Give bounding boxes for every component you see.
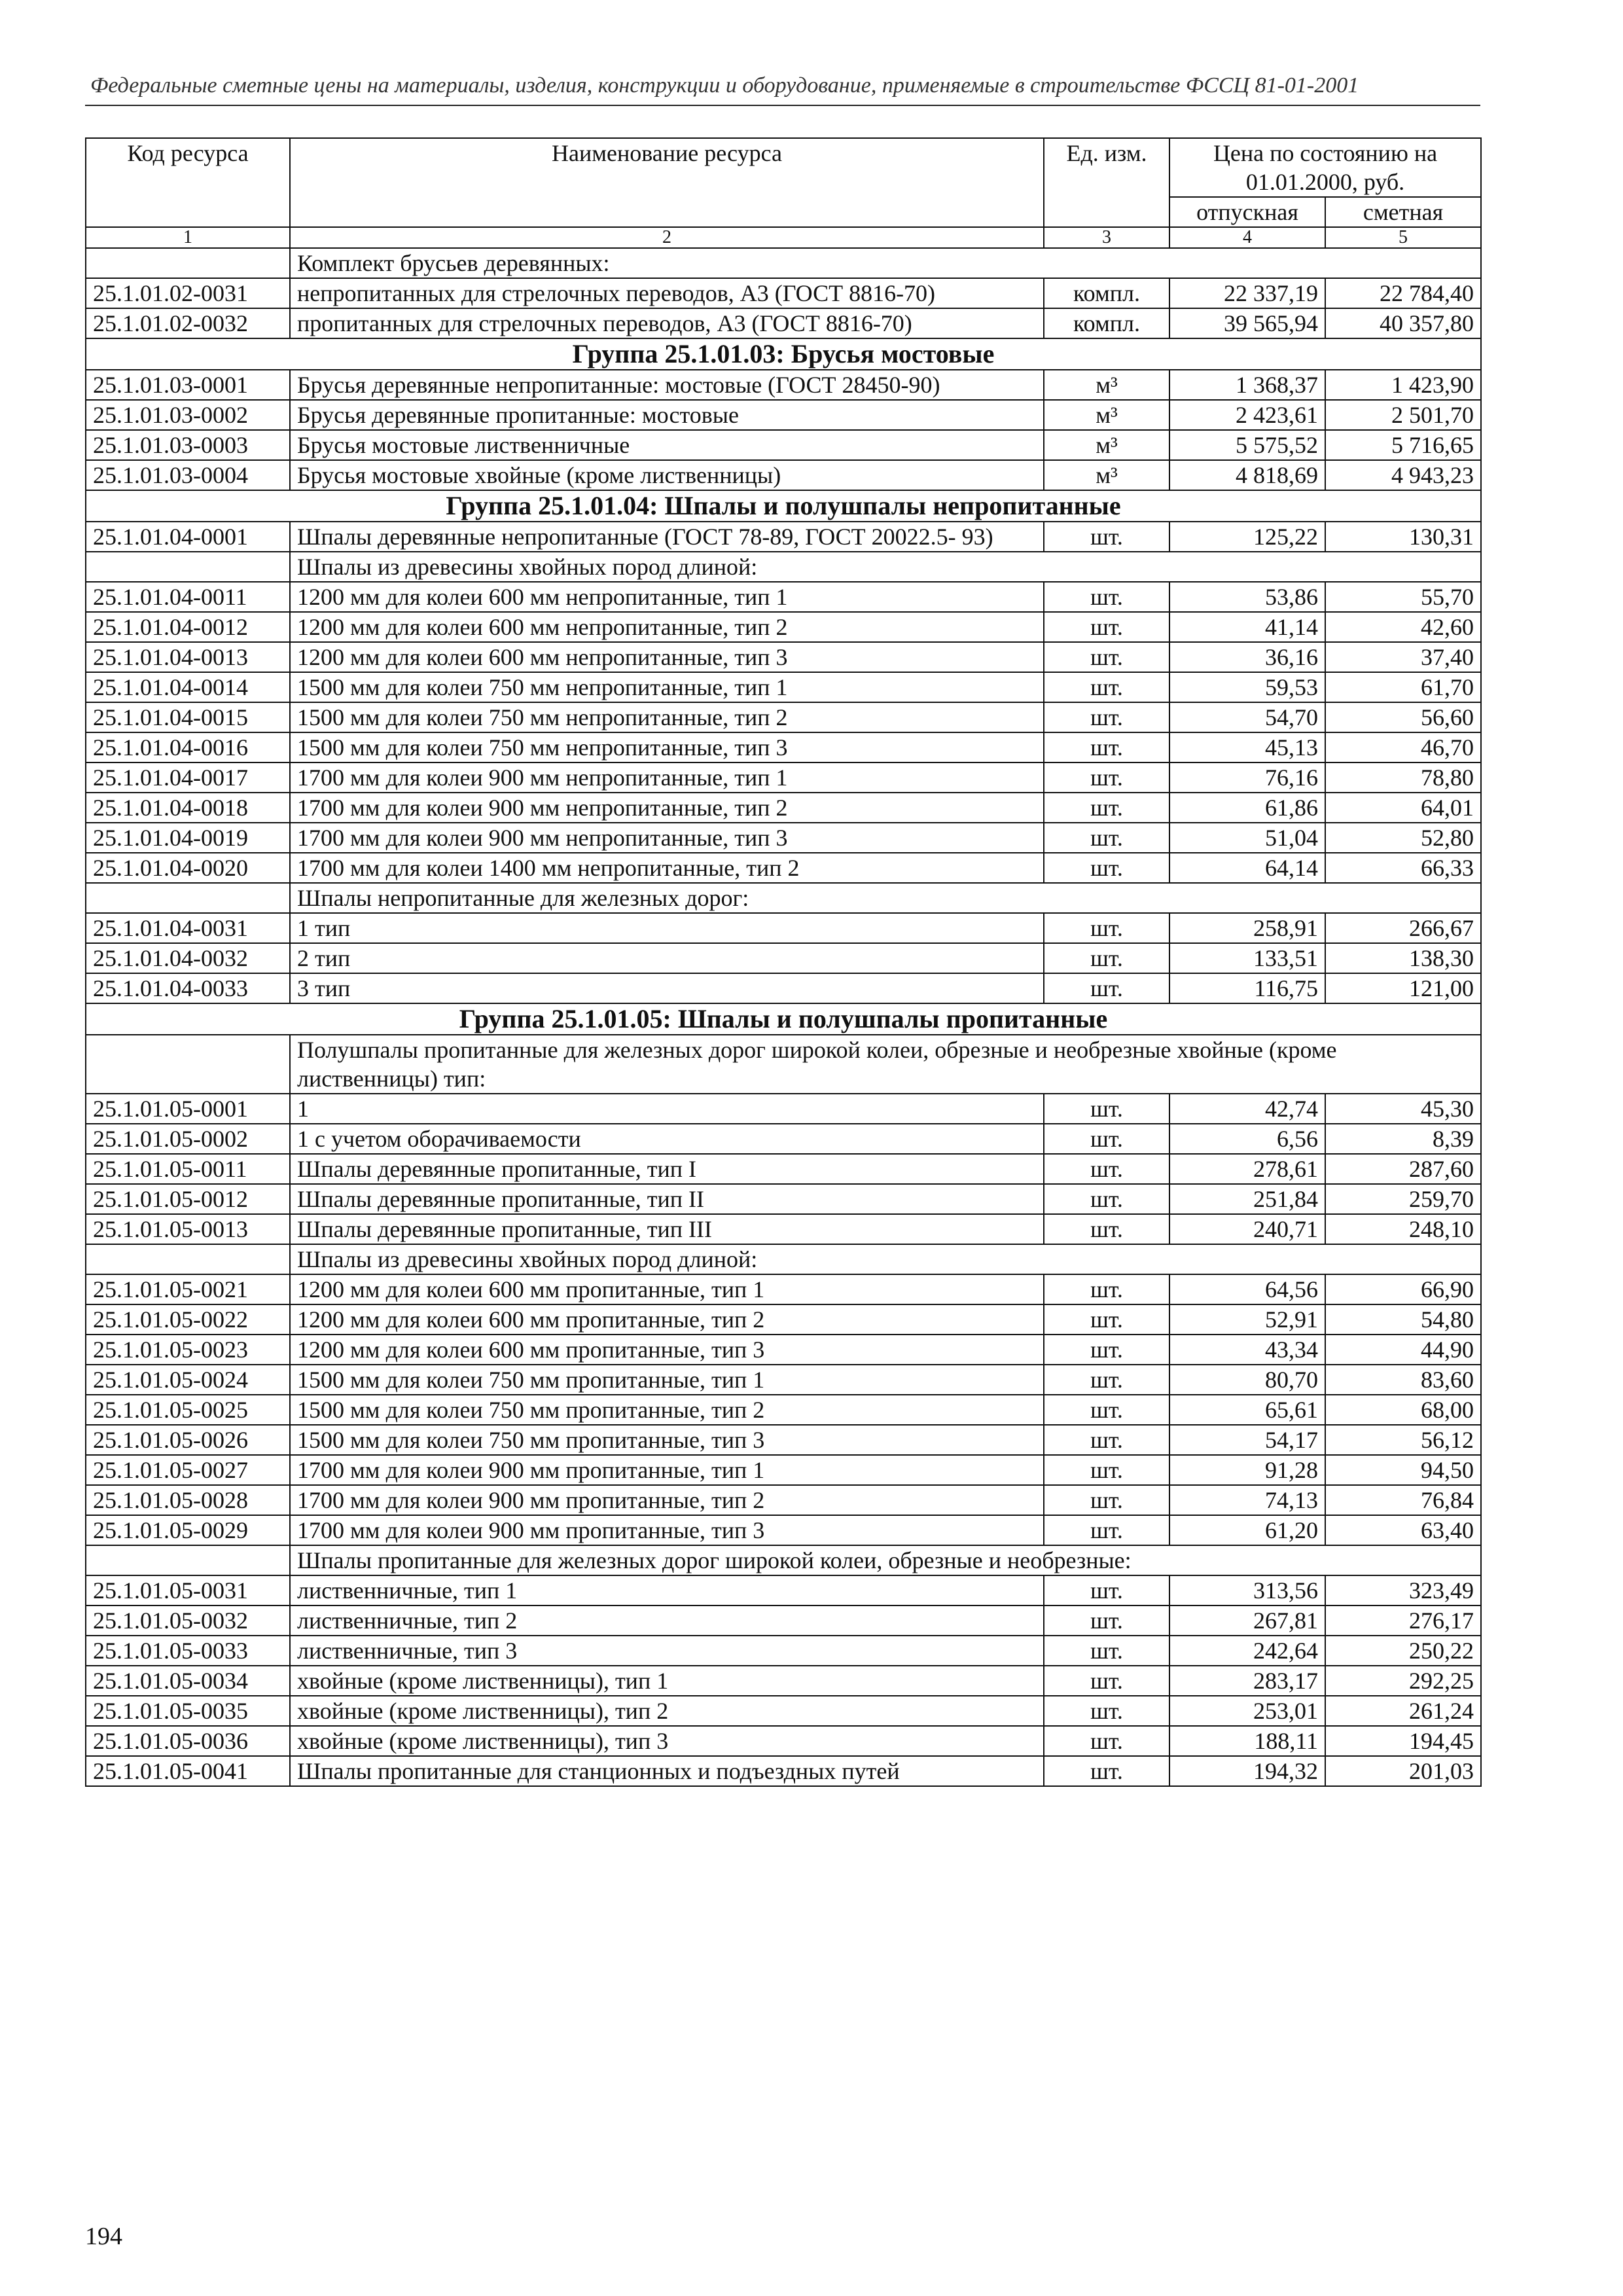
table-row (86, 672, 1481, 702)
estimate-price: 56,12 (1325, 1425, 1481, 1455)
table-row (86, 732, 1481, 762)
subheading: Шпалы из древесины хвойных пород длиной: (290, 1244, 1481, 1274)
resource-name: Брусья деревянные пропитанные: мостовые (290, 400, 1044, 430)
estimate-price: 2 501,70 (1325, 400, 1481, 430)
release-price: 59,53 (1169, 672, 1325, 702)
resource-name: 1700 мм для колеи 900 мм непропитанные, тип 3 (290, 823, 1044, 853)
estimate-price: 44,90 (1325, 1335, 1481, 1365)
release-price: 4 818,69 (1169, 460, 1325, 490)
unit: шт. (1044, 612, 1169, 642)
release-price: 6,56 (1169, 1124, 1325, 1154)
estimate-price: 66,90 (1325, 1274, 1481, 1304)
resource-code: 25.1.01.05-0024 (86, 1365, 290, 1395)
resource-name: 1500 мм для колеи 750 мм пропитанные, тип 1 (290, 1365, 1044, 1395)
resource-name: хвойные (кроме лиственницы), тип 3 (290, 1726, 1044, 1756)
release-price: 80,70 (1169, 1365, 1325, 1395)
release-price: 267,81 (1169, 1605, 1325, 1636)
resource-code: 25.1.01.05-0034 (86, 1666, 290, 1696)
resource-code: 25.1.01.05-0027 (86, 1455, 290, 1485)
table-row (86, 308, 1481, 338)
resource-code: 25.1.01.05-0031 (86, 1575, 290, 1605)
empty-code-cell (86, 1545, 290, 1575)
table-row (86, 1485, 1481, 1515)
estimate-price: 248,10 (1325, 1214, 1481, 1244)
table-row (86, 1395, 1481, 1425)
unit: м³ (1044, 460, 1169, 490)
release-price: 5 575,52 (1169, 430, 1325, 460)
estimate-price: 45,30 (1325, 1094, 1481, 1124)
table-row (86, 1124, 1481, 1154)
table-row (86, 1184, 1481, 1214)
table-row (86, 943, 1481, 973)
resource-code: 25.1.01.04-0016 (86, 732, 290, 762)
unit: компл. (1044, 278, 1169, 308)
resource-name: 1200 мм для колеи 600 мм непропитанные, тип 2 (290, 612, 1044, 642)
estimate-price: 323,49 (1325, 1575, 1481, 1605)
table-row (86, 1605, 1481, 1636)
resource-name: 2 тип (290, 943, 1044, 973)
resource-name: 1200 мм для колеи 600 мм пропитанные, тип 2 (290, 1304, 1044, 1335)
resource-code: 25.1.01.02-0031 (86, 278, 290, 308)
resource-code: 25.1.01.05-0036 (86, 1726, 290, 1756)
subheading: Полушпалы пропитанные для железных дорог широкой колеи, обрезные и необрезные хвойные (кроме лиственницы) тип: (290, 1035, 1481, 1094)
resource-name: 1200 мм для колеи 600 мм непропитанные, тип 3 (290, 642, 1044, 672)
release-price: 125,22 (1169, 522, 1325, 552)
table-row (86, 762, 1481, 793)
resource-code: 25.1.01.04-0011 (86, 582, 290, 612)
unit: шт. (1044, 1274, 1169, 1304)
resource-name: 1 тип (290, 913, 1044, 943)
table-row (86, 1696, 1481, 1726)
unit: шт. (1044, 732, 1169, 762)
resource-name: 3 тип (290, 973, 1044, 1003)
resource-name: Шпалы деревянные пропитанные, тип II (290, 1184, 1044, 1214)
table-row (86, 642, 1481, 672)
resource-name: 1200 мм для колеи 600 мм пропитанные, тип 3 (290, 1335, 1044, 1365)
resource-name: 1500 мм для колеи 750 мм непропитанные, тип 3 (290, 732, 1044, 762)
table-row (86, 702, 1481, 732)
unit: шт. (1044, 1756, 1169, 1786)
table-row (86, 913, 1481, 943)
estimate-price: 66,33 (1325, 853, 1481, 883)
estimate-price: 68,00 (1325, 1395, 1481, 1425)
release-price: 54,17 (1169, 1425, 1325, 1455)
estimate-price: 292,25 (1325, 1666, 1481, 1696)
estimate-price: 52,80 (1325, 823, 1481, 853)
column-number: 1 (86, 227, 290, 248)
estimate-price: 40 357,80 (1325, 308, 1481, 338)
unit: шт. (1044, 1485, 1169, 1515)
release-price: 1 368,37 (1169, 370, 1325, 400)
resource-code: 25.1.01.05-0025 (86, 1395, 290, 1425)
release-price: 133,51 (1169, 943, 1325, 973)
resource-code: 25.1.01.05-0032 (86, 1605, 290, 1636)
release-price: 52,91 (1169, 1304, 1325, 1335)
release-price: 116,75 (1169, 973, 1325, 1003)
header-rule (85, 105, 1480, 106)
empty-code-cell (86, 552, 290, 582)
group-heading-row (86, 338, 1481, 370)
unit: шт. (1044, 1335, 1169, 1365)
resource-code: 25.1.01.03-0003 (86, 430, 290, 460)
resource-name: Шпалы пропитанные для станционных и подъездных путей (290, 1756, 1044, 1786)
unit: шт. (1044, 1575, 1169, 1605)
unit: компл. (1044, 308, 1169, 338)
table-row (86, 278, 1481, 308)
resource-code: 25.1.01.05-0028 (86, 1485, 290, 1515)
release-price: 43,34 (1169, 1335, 1325, 1365)
unit: шт. (1044, 1304, 1169, 1335)
resource-code: 25.1.01.05-0023 (86, 1335, 290, 1365)
estimate-price: 259,70 (1325, 1184, 1481, 1214)
group-heading: Группа 25.1.01.05: Шпалы и полушпалы пропитанные (86, 1003, 1481, 1035)
resource-code: 25.1.01.05-0026 (86, 1425, 290, 1455)
release-price: 64,56 (1169, 1274, 1325, 1304)
table-row (86, 1455, 1481, 1485)
resource-name: 1 с учетом оборачиваемости (290, 1124, 1044, 1154)
resource-code: 25.1.01.04-0014 (86, 672, 290, 702)
resource-name: 1700 мм для колеи 900 мм пропитанные, тип 3 (290, 1515, 1044, 1545)
resource-name: лиственничные, тип 2 (290, 1605, 1044, 1636)
resource-name: Шпалы деревянные непропитанные (ГОСТ 78-89, ГОСТ 20022.5- 93) (290, 522, 1044, 552)
resource-name: 1200 мм для колеи 600 мм непропитанные, тип 1 (290, 582, 1044, 612)
resource-name: 1700 мм для колеи 900 мм непропитанные, тип 2 (290, 793, 1044, 823)
release-price: 188,11 (1169, 1726, 1325, 1756)
resource-code: 25.1.01.05-0022 (86, 1304, 290, 1335)
release-price: 61,20 (1169, 1515, 1325, 1545)
release-price: 42,74 (1169, 1094, 1325, 1124)
resource-name: 1500 мм для колеи 750 мм пропитанные, тип 2 (290, 1395, 1044, 1425)
resource-code: 25.1.01.05-0033 (86, 1636, 290, 1666)
unit: шт. (1044, 1605, 1169, 1636)
resource-name: Шпалы деревянные пропитанные, тип I (290, 1154, 1044, 1184)
table-row (86, 1756, 1481, 1786)
unit: шт. (1044, 943, 1169, 973)
subheading-row (86, 552, 1481, 582)
resource-name: пропитанных для стрелочных переводов, А3 (ГОСТ 8816-70) (290, 308, 1044, 338)
unit: м³ (1044, 430, 1169, 460)
estimate-price: 63,40 (1325, 1515, 1481, 1545)
table-row (86, 460, 1481, 490)
estimate-price: 130,31 (1325, 522, 1481, 552)
subheading: Шпалы из древесины хвойных пород длиной: (290, 552, 1481, 582)
release-price: 240,71 (1169, 1214, 1325, 1244)
resource-code: 25.1.01.02-0032 (86, 308, 290, 338)
table-row (86, 823, 1481, 853)
release-price: 258,91 (1169, 913, 1325, 943)
table-row (86, 793, 1481, 823)
resource-name: 1500 мм для колеи 750 мм пропитанные, тип 3 (290, 1425, 1044, 1455)
release-price: 74,13 (1169, 1485, 1325, 1515)
resource-code: 25.1.01.04-0032 (86, 943, 290, 973)
resource-code: 25.1.01.04-0020 (86, 853, 290, 883)
estimate-price: 138,30 (1325, 943, 1481, 973)
resource-code: 25.1.01.05-0029 (86, 1515, 290, 1545)
estimate-price: 61,70 (1325, 672, 1481, 702)
release-price: 253,01 (1169, 1696, 1325, 1726)
estimate-price: 37,40 (1325, 642, 1481, 672)
subheading-row (86, 248, 1481, 278)
subheading: Шпалы пропитанные для железных дорог широкой колеи, обрезные и необрезные: (290, 1545, 1481, 1575)
empty-code-cell (86, 1244, 290, 1274)
estimate-price: 1 423,90 (1325, 370, 1481, 400)
release-price: 61,86 (1169, 793, 1325, 823)
empty-code-cell (86, 248, 290, 278)
header-unit: Ед. изм. (1044, 138, 1169, 227)
resource-code: 25.1.01.05-0012 (86, 1184, 290, 1214)
release-price: 45,13 (1169, 732, 1325, 762)
group-heading: Группа 25.1.01.04: Шпалы и полушпалы непропитанные (86, 490, 1481, 522)
estimate-price: 5 716,65 (1325, 430, 1481, 460)
release-price: 51,04 (1169, 823, 1325, 853)
resource-code: 25.1.01.05-0021 (86, 1274, 290, 1304)
resource-name: 1200 мм для колеи 600 мм пропитанные, тип 1 (290, 1274, 1044, 1304)
resource-code: 25.1.01.05-0013 (86, 1214, 290, 1244)
resource-name: 1500 мм для колеи 750 мм непропитанные, тип 1 (290, 672, 1044, 702)
table-row (86, 370, 1481, 400)
resource-code: 25.1.01.04-0018 (86, 793, 290, 823)
release-price: 2 423,61 (1169, 400, 1325, 430)
release-price: 91,28 (1169, 1455, 1325, 1485)
unit: шт. (1044, 1666, 1169, 1696)
release-price: 76,16 (1169, 762, 1325, 793)
table-row (86, 1726, 1481, 1756)
unit: шт. (1044, 1214, 1169, 1244)
unit: шт. (1044, 1425, 1169, 1455)
header-name: Наименование ресурса (290, 138, 1044, 227)
table-row (86, 1274, 1481, 1304)
estimate-price: 261,24 (1325, 1696, 1481, 1726)
unit: шт. (1044, 1395, 1169, 1425)
estimate-price: 287,60 (1325, 1154, 1481, 1184)
unit: шт. (1044, 762, 1169, 793)
group-heading: Группа 25.1.01.03: Брусья мостовые (86, 338, 1481, 370)
estimate-price: 121,00 (1325, 973, 1481, 1003)
column-number: 4 (1169, 227, 1325, 248)
release-price: 64,14 (1169, 853, 1325, 883)
unit: шт. (1044, 1726, 1169, 1756)
release-price: 251,84 (1169, 1184, 1325, 1214)
resource-code: 25.1.01.03-0001 (86, 370, 290, 400)
table-row (86, 582, 1481, 612)
resource-name: Брусья мостовые хвойные (кроме лиственницы) (290, 460, 1044, 490)
group-heading-row (86, 1003, 1481, 1035)
running-head: Федеральные сметные цены на материалы, изделия, конструкции и оборудование, применяемые в строительстве ФССЦ 81-01-2001 (90, 73, 1359, 98)
resource-code: 25.1.01.04-0015 (86, 702, 290, 732)
subheading: Комплект брусьев деревянных: (290, 248, 1481, 278)
release-price: 53,86 (1169, 582, 1325, 612)
estimate-price: 22 784,40 (1325, 278, 1481, 308)
resource-name: хвойные (кроме лиственницы), тип 1 (290, 1666, 1044, 1696)
release-price: 65,61 (1169, 1395, 1325, 1425)
resource-code: 25.1.01.04-0012 (86, 612, 290, 642)
subheading-row (86, 883, 1481, 913)
resource-name: 1700 мм для колеи 1400 мм непропитанные, тип 2 (290, 853, 1044, 883)
resource-name: Брусья мостовые лиственничные (290, 430, 1044, 460)
table-row (86, 1425, 1481, 1455)
unit: шт. (1044, 1154, 1169, 1184)
table-row (86, 1304, 1481, 1335)
unit: шт. (1044, 1124, 1169, 1154)
header-price: Цена по состоянию на 01.01.2000, руб. (1169, 138, 1481, 197)
release-price: 54,70 (1169, 702, 1325, 732)
price-table (85, 137, 1482, 1787)
resource-code: 25.1.01.03-0002 (86, 400, 290, 430)
resource-code: 25.1.01.05-0011 (86, 1154, 290, 1184)
header-estimate-price: сметная (1325, 197, 1481, 227)
release-price: 242,64 (1169, 1636, 1325, 1666)
unit: шт. (1044, 793, 1169, 823)
column-number: 2 (290, 227, 1044, 248)
group-heading-row (86, 490, 1481, 522)
table-row (86, 522, 1481, 552)
release-price: 41,14 (1169, 612, 1325, 642)
estimate-price: 194,45 (1325, 1726, 1481, 1756)
estimate-price: 266,67 (1325, 913, 1481, 943)
table-row (86, 1365, 1481, 1395)
resource-name: 1700 мм для колеи 900 мм пропитанные, тип 2 (290, 1485, 1044, 1515)
resource-code: 25.1.01.05-0002 (86, 1124, 290, 1154)
subheading-row (86, 1545, 1481, 1575)
resource-name: 1 (290, 1094, 1044, 1124)
estimate-price: 78,80 (1325, 762, 1481, 793)
column-numbers-row (86, 227, 1481, 248)
empty-code-cell (86, 883, 290, 913)
resource-code: 25.1.01.04-0033 (86, 973, 290, 1003)
estimate-price: 83,60 (1325, 1365, 1481, 1395)
estimate-price: 46,70 (1325, 732, 1481, 762)
unit: шт. (1044, 642, 1169, 672)
unit: шт. (1044, 913, 1169, 943)
release-price: 313,56 (1169, 1575, 1325, 1605)
table-row (86, 1335, 1481, 1365)
page-number: 194 (85, 2223, 122, 2250)
subheading-row (86, 1035, 1481, 1094)
estimate-price: 250,22 (1325, 1636, 1481, 1666)
table-row (86, 1094, 1481, 1124)
estimate-price: 201,03 (1325, 1756, 1481, 1786)
column-number: 3 (1044, 227, 1169, 248)
resource-name: непропитанных для стрелочных переводов, А3 (ГОСТ 8816-70) (290, 278, 1044, 308)
release-price: 283,17 (1169, 1666, 1325, 1696)
unit: шт. (1044, 1455, 1169, 1485)
table-row (86, 1575, 1481, 1605)
unit: шт. (1044, 1184, 1169, 1214)
unit: шт. (1044, 1094, 1169, 1124)
unit: шт. (1044, 853, 1169, 883)
subheading-row (86, 1244, 1481, 1274)
estimate-price: 76,84 (1325, 1485, 1481, 1515)
release-price: 278,61 (1169, 1154, 1325, 1184)
unit: шт. (1044, 973, 1169, 1003)
estimate-price: 55,70 (1325, 582, 1481, 612)
resource-code: 25.1.01.05-0035 (86, 1696, 290, 1726)
header-release-price: отпускная (1169, 197, 1325, 227)
empty-code-cell (86, 1035, 290, 1094)
table-row (86, 1515, 1481, 1545)
column-number: 5 (1325, 227, 1481, 248)
estimate-price: 8,39 (1325, 1124, 1481, 1154)
resource-name: Брусья деревянные непропитанные: мостовые (ГОСТ 28450-90) (290, 370, 1044, 400)
resource-code: 25.1.01.04-0017 (86, 762, 290, 793)
resource-name: 1700 мм для колеи 900 мм непропитанные, тип 1 (290, 762, 1044, 793)
table-row (86, 1214, 1481, 1244)
resource-code: 25.1.01.05-0041 (86, 1756, 290, 1786)
table-row (86, 612, 1481, 642)
release-price: 39 565,94 (1169, 308, 1325, 338)
release-price: 36,16 (1169, 642, 1325, 672)
resource-code: 25.1.01.04-0019 (86, 823, 290, 853)
resource-code: 25.1.01.04-0031 (86, 913, 290, 943)
unit: шт. (1044, 522, 1169, 552)
table-row (86, 1636, 1481, 1666)
unit: шт. (1044, 672, 1169, 702)
unit: шт. (1044, 1365, 1169, 1395)
table-row (86, 1154, 1481, 1184)
resource-code: 25.1.01.04-0013 (86, 642, 290, 672)
unit: шт. (1044, 1515, 1169, 1545)
estimate-price: 94,50 (1325, 1455, 1481, 1485)
unit: шт. (1044, 823, 1169, 853)
estimate-price: 42,60 (1325, 612, 1481, 642)
table-row (86, 853, 1481, 883)
resource-code: 25.1.01.04-0001 (86, 522, 290, 552)
resource-name: 1700 мм для колеи 900 мм пропитанные, тип 1 (290, 1455, 1044, 1485)
resource-code: 25.1.01.05-0001 (86, 1094, 290, 1124)
unit: шт. (1044, 1636, 1169, 1666)
resource-code: 25.1.01.03-0004 (86, 460, 290, 490)
unit: шт. (1044, 582, 1169, 612)
resource-name: хвойные (кроме лиственницы), тип 2 (290, 1696, 1044, 1726)
subheading: Шпалы непропитанные для железных дорог: (290, 883, 1481, 913)
estimate-price: 4 943,23 (1325, 460, 1481, 490)
table-row (86, 973, 1481, 1003)
estimate-price: 64,01 (1325, 793, 1481, 823)
resource-name: Шпалы деревянные пропитанные, тип III (290, 1214, 1044, 1244)
estimate-price: 276,17 (1325, 1605, 1481, 1636)
unit: шт. (1044, 702, 1169, 732)
table-row (86, 430, 1481, 460)
estimate-price: 54,80 (1325, 1304, 1481, 1335)
unit: м³ (1044, 370, 1169, 400)
header-code: Код ресурса (86, 138, 290, 227)
release-price: 22 337,19 (1169, 278, 1325, 308)
estimate-price: 56,60 (1325, 702, 1481, 732)
release-price: 194,32 (1169, 1756, 1325, 1786)
unit: м³ (1044, 400, 1169, 430)
table-row (86, 1666, 1481, 1696)
resource-name: лиственничные, тип 3 (290, 1636, 1044, 1666)
resource-name: лиственничные, тип 1 (290, 1575, 1044, 1605)
table-row (86, 400, 1481, 430)
unit: шт. (1044, 1696, 1169, 1726)
resource-name: 1500 мм для колеи 750 мм непропитанные, тип 2 (290, 702, 1044, 732)
